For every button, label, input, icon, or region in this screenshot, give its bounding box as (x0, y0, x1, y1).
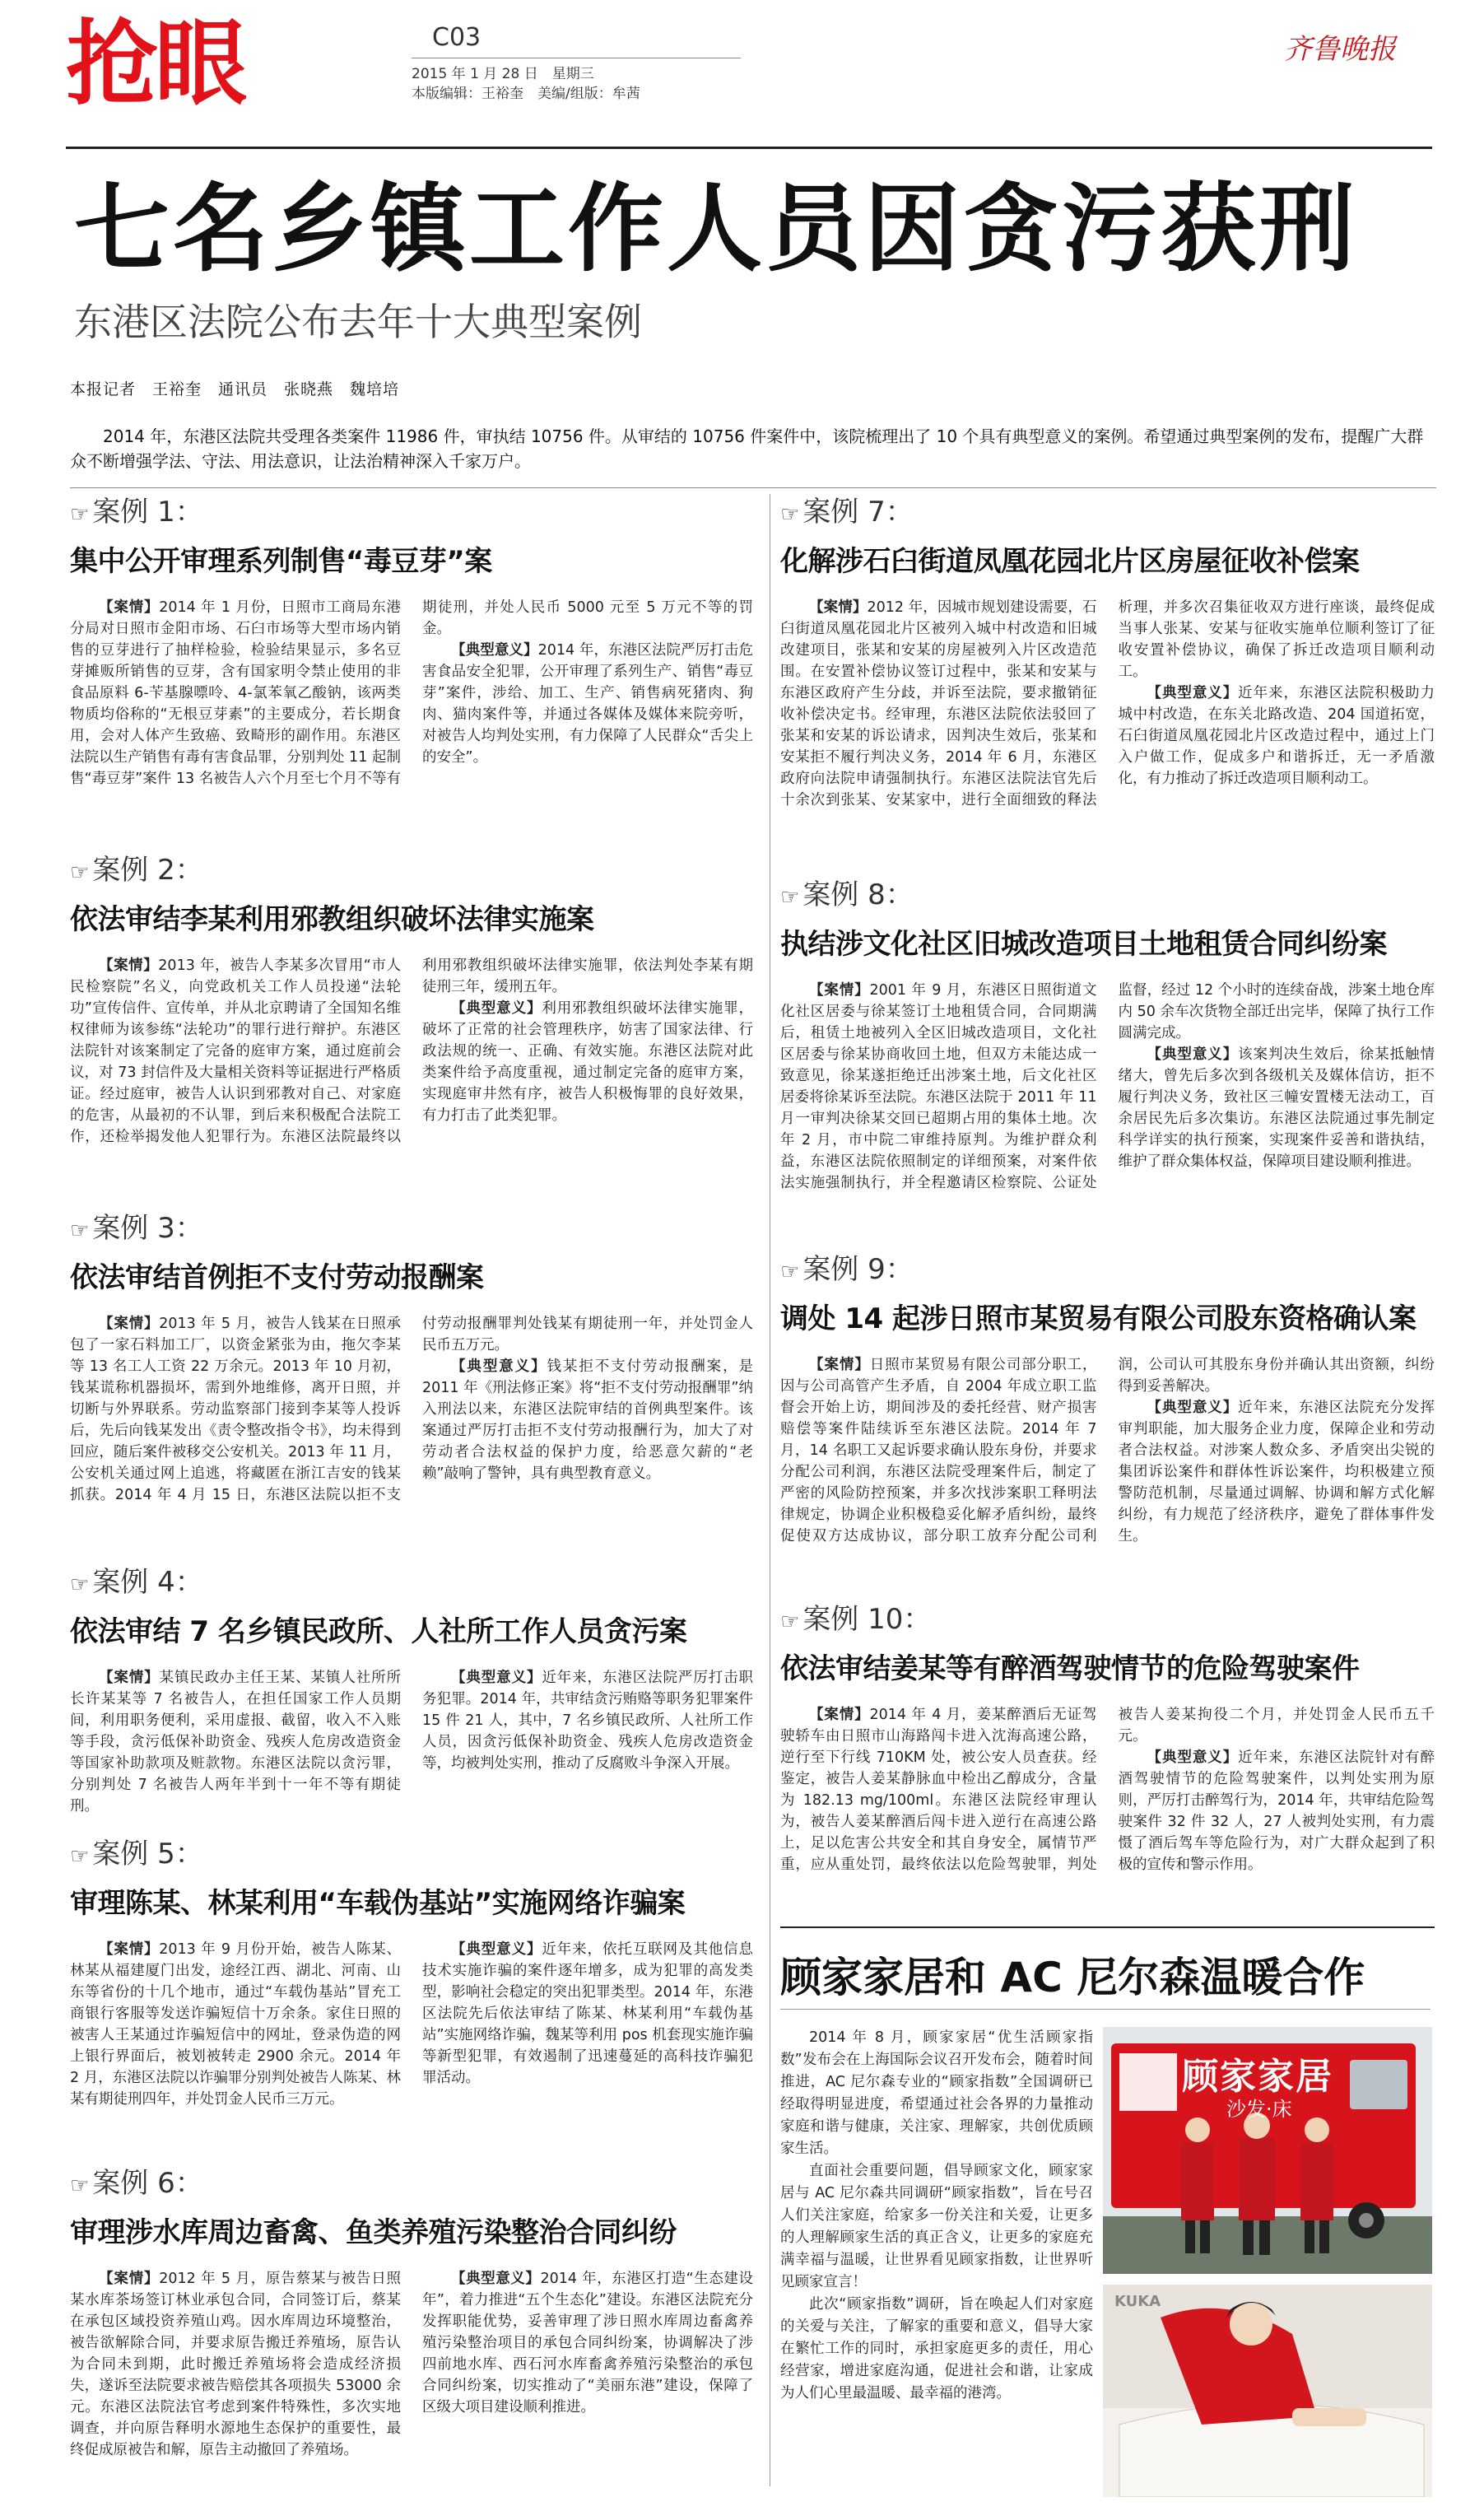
case-label: 案例 5： (92, 1838, 203, 1870)
case-title: 依法审结李某利用邪教组织破坏法律实施案 (70, 903, 594, 936)
case-body (70, 1667, 753, 1817)
pointing-hand-icon: ☞ (70, 502, 90, 527)
case-body (70, 955, 753, 1148)
subheadline: 东港区法院公布去年十大典型案例 (74, 300, 642, 344)
case-5 (70, 1836, 753, 2110)
case-facts: 2013 年 9 月份开始，被告人陈某、林某从福建厦门出发，途经江西、湖北、河南、山东等省份的十几个地市，通过“车载伪基站”冒充工商银行客服等发送诈骗短信十万余条。家住日照的被害人王某通过诈骗短信中的网址，登录伪造的网上银行界面后，被划被转走 2900 余元。2014 年 2 月，东港区法院以诈骗罪分别判处被告人陈某、林某有期徒刑四年，并处罚金人民币三万元。 (70, 1941, 402, 2108)
meaning-tag: 【典型意义】 (451, 642, 538, 659)
case-meaning: 钱某拒不支付劳动报酬案，是 2011 年《刑法修正案》将“拒不支付劳动报酬罪”纳入刑法以来，东港区法院审结的首例典型案件。该案通过严厉打击拒不支付劳动报酬行为，加大了对劳动者合法权益的保护力度，给恶意欠薪的“老赖”敲响了警钟，具有典型教育意义。 (422, 1358, 753, 1482)
newspaper-logo: 齐鲁晚报 (1284, 33, 1396, 66)
page-editors: 本版编辑：王裕奎 美编/组版：牟茜 (412, 86, 640, 102)
ad-paragraph: 直面社会重要问题，倡导顾家文化，顾家家居与 AC 尼尔森共同调研“顾家指数”，旨在号召人们关注家庭，给家多一份关注和关爱，让更多的人理解顾家生活的真正含义，让更多的家庭充满幸福与温暖，让世界看见顾家指数，让世界听见顾家宣言！ (780, 2163, 1093, 2290)
ad-paragraph: 此次“顾家指数”调研，旨在唤起人们对家庭的关爱与关注，了解家的重要和意义，倡导大家在繁忙工作的同时，承担家庭更多的责任，用心经营家，增进家庭沟通，促进社会和谐，让家成为人们心里最温暖、最幸福的港湾。 (780, 2296, 1093, 2402)
case-label: 案例 6： (92, 2167, 203, 2200)
ad-photo-truck (1103, 2027, 1432, 2274)
pointing-hand-icon: ☞ (780, 1610, 800, 1634)
case-body (70, 2268, 753, 2461)
case-label: 案例 3： (92, 1212, 203, 1245)
ad-photo-caption: KUKA (1114, 2293, 1161, 2310)
sofa-illustration (1103, 2285, 1432, 2497)
case-title: 调处 14 起涉日照市某贸易有限公司股东资格确认案 (780, 1302, 1417, 1335)
case-8 (780, 877, 1435, 1194)
case-facts: 某镇民政办主任王某、某镇人社所所长许某某等 7 名被告人，在担任国家工作人员期间，利用职务便利，采用虚报、截留，收入不入账等手段，贪污低保补助资金、残疾人危房改造资金等国家补助款项及赃款物。东港区法院以贪污罪，分别判处 7 名被告人两年半到十一年不等有期徒刑。 (70, 1670, 402, 1815)
case-facts: 日照市某贸易有限公司部分职工，因与公司高管产生矛盾，自 2004 年成立职工监督会开始上访，期间涉及的委托经营、财产损害赔偿等案件陆续诉至东港区法院。2014 年 7 月，14 名职工又起诉要求确认股东身份，并要求分配公司利润，东港区法院受理案件后，制定了严密的风险防控预案，并多次找涉案职工释明法律规定，协调企业积极稳妥化解矛盾纠纷，最终促使双方达成协议，部分职工放弃分配公司利润，公司认可其股东身份并确认其出资额，纠纷得到妥善解决。 (780, 1357, 1435, 1544)
case-title: 依法审结首例拒不支付劳动报酬案 (70, 1261, 484, 1294)
meaning-tag: 【典型意义】 (1147, 685, 1239, 701)
case-4 (70, 1564, 753, 1817)
issue-date: 2015 年 1 月 28 日 星期三 (412, 66, 594, 82)
case-meaning: 近年来，东港区法院针对有醉酒驾驶情节的危险驾驶案件，以判处实刑为原则，严厉打击醉驾行为，2014 年，共审结危险驾驶案件 32 件 32 人，27 人被判处实刑，有力震慑了酒后驾车等危险行为，对广大群众起到了积极的宣传和警示作用。 (1118, 1749, 1435, 1873)
case-label: 案例 8： (802, 878, 914, 911)
case-label: 案例 9： (802, 1253, 914, 1286)
facts-tag: 【案情】 (99, 2271, 160, 2287)
case-body (70, 597, 753, 790)
case-label: 案例 4： (92, 1566, 203, 1599)
meaning-tag: 【典型意义】 (1147, 1749, 1239, 1766)
pointing-hand-icon: ☞ (780, 885, 800, 910)
facts-tag: 【案情】 (99, 599, 160, 616)
pointing-hand-icon: ☞ (780, 502, 800, 527)
pointing-hand-icon: ☞ (70, 2173, 90, 2198)
byline: 本报记者 王裕奎 通讯员 张晓燕 魏培培 (70, 380, 400, 398)
case-title: 集中公开审理系列制售“毒豆芽”案 (70, 545, 492, 578)
facts-tag: 【案情】 (809, 982, 870, 999)
case-meaning: 近年来，东港区法院充分发挥审判职能，加大服务企业力度，保障企业和劳动者合法权益。对涉案人数众多、矛盾突出尖锐的集团诉讼案件和群体性诉讼案件，均积极建立预警防范机制，尽量通过调解、协调和解方式化解纠纷，有力规范了经济秩序，避免了群体事件发生。 (1118, 1400, 1435, 1544)
lead-paragraph: 2014 年，东港区法院共受理各类案件 11986 件，审执结 10756 件。从审结的 10756 件案件中，该院梳理出了 10 个具有典型意义的案例。希望通过典型案例的发布，提醒广大群众不断增强学法、守法、用法意识，让法治精神深入千家万户。 (70, 426, 1424, 471)
case-10 (780, 1601, 1435, 1875)
ad-title: 顾家家居和 AC 尼尔森温暖合作 (780, 1954, 1365, 2001)
case-meaning: 近年来，东港区法院严厉打击职务犯罪。2014 年，共审结贪污贿赂等职务犯罪案件 15 件 21 人，其中，7 名乡镇民政所、人社所工作人员，因贪污低保补助资金、残疾人危房改造资金等，均被判处实刑，推动了反腐败斗争深入开展。 (422, 1670, 754, 1772)
case-facts: 2014 年 4 月，姜某醉酒后无证驾驶轿车由日照市山海路闯卡进入沈海高速公路，逆行至下行线 710KM 处，被公安人员查获。经鉴定，被告人姜某静脉血中检出乙醇成分，含量为 182.13 mg/100ml。东港区法院经审理认为，被告人姜某醉酒后闯卡进入逆行在高速公路上，足以危害公共安全和其自身安全，属情节严重，应从重处罚，最终依法以危险驾驶罪，判处被告人姜某拘役二个月，并处罚金人民币五千元。 (780, 1707, 1435, 1873)
ad-photo-sign: 顾家家居 (1182, 2056, 1333, 2098)
case-3 (70, 1210, 753, 1506)
facts-tag: 【案情】 (99, 1941, 160, 1958)
case-facts: 2014 年 1 月份，日照市工商局东港分局对日照市金阳市场、石臼市场等大型市场内销售的豆芽进行了抽样检验，检验结果显示，多名豆芽摊贩所销售的豆芽，含有国家明令禁止使用的非食品原料 6-苄基腺嘌呤、4-氯苯氧乙酸钠，该两类物质均俗称的“无根豆芽素”的主要成分，若长期食用，会对人体产生致癌、致畸形的副作用。东港区法院以生产销售有毒有害食品罪，分别判处 11 起制售“毒豆芽”案件 13 名被告人六个月至七个月不等有期徒刑，并处人民币 5000 元至 5 万元不等的罚金。 (70, 599, 753, 787)
facts-tag: 【案情】 (809, 1707, 870, 1723)
meaning-tag: 【典型意义】 (1147, 1400, 1239, 1416)
facts-tag: 【案情】 (99, 1316, 160, 1332)
meaning-tag: 【典型意义】 (451, 1670, 542, 1686)
ad-photo-sign-sub: 沙发·床 (1226, 2098, 1292, 2121)
case-meaning: 2014 年，东港区打造“生态建设年”，着力推进“五个生态化”建设。东港区法院充分发挥职能优势，妥善审理了涉日照水库周边畜禽养殖污染整治项目的承包合同纠纷案，协调解决了涉四前地水库、西石河水库畜禽养殖污染整治的承包合同纠纷案，切实推动了“美丽东港”建设，保障了区级大项目建设顺利推进。 (422, 2271, 754, 2415)
case-facts: 2013 年 5 月，被告人钱某在日照承包了一家石料加工厂，以资金紧张为由，拖欠李某等 13 名工人工资 22 万余元。2013 年 10 月初，钱某谎称机器损坏，需到外地维修，离开日照，并切断与外界联系。劳动监察部门接到李某等人投诉后，先后向钱某发出《责令整改指令书》，均未得到回应，随后案件被移交公安机关。2013 年 11 月，公安机关通过网上追逃，将藏匿在浙江吉安的钱某抓获。2014 年 4 月 15 日，东港区法院以拒不支付劳动报酬罪判处钱某有期徒刑一年，并处罚金人民币五万元。 (70, 1316, 753, 1503)
case-7 (780, 494, 1435, 811)
meaning-tag: 【典型意义】 (451, 1941, 542, 1958)
meaning-tag: 【典型意义】 (451, 1000, 542, 1017)
case-meaning: 利用邪教组织破坏法律实施罪，破坏了正常的社会管理秩序，妨害了国家法律、行政法规的统一、正确、有效实施。东港区法院对此类案件给予高度重视，通过制定完备的庭审方案，实现庭审井然有序，被告人积极悔罪的良好效果，有力打击了此类犯罪。 (422, 1000, 754, 1124)
case-meaning: 近年来，东港区法院积极助力城中村改造，在东关北路改造、204 国道拓宽，石臼街道凤凰花园北片区改造过程中，通过上门入户做工作，促成多户和谐拆迁，无一矛盾激化，有力推动了拆迁改造项目顺利动工。 (1118, 685, 1435, 787)
facts-tag: 【案情】 (809, 599, 868, 616)
case-label: 案例 1： (92, 496, 203, 529)
ad-body (780, 2027, 1093, 2405)
case-2 (70, 852, 753, 1148)
meaning-tag: 【典型意义】 (451, 2271, 541, 2287)
issue-meta (412, 64, 640, 104)
pointing-hand-icon: ☞ (780, 1260, 800, 1284)
facts-tag: 【案情】 (99, 957, 159, 974)
ad-top-rule (780, 1926, 1435, 1928)
case-body (70, 1313, 753, 1506)
lead-rule (70, 487, 1436, 488)
pointing-hand-icon: ☞ (70, 1572, 90, 1597)
case-facts: 2013 年，被告人李某多次冒用“市人民检察院”名义，向党政机关工作人员投递“法轮功”宣传信件、宣传单，并从北京聘请了全国知名维权律师为该参练“法轮功”的罪行进行辩护。东港区法院针对该案制定了完备的庭审方案，通过庭前会议，对 73 封信件及大量相关资料等证据进行严格质证。经过庭审，被告人认识到邪教对自己、对家庭的危害，从最初的不认罪，到后来积极配合法院工作，还检举揭发他人犯罪行为。东港区法院最终以利用邪教组织破坏法律实施罪，依法判处李某有期徒刑三年，缓刑五年。 (70, 957, 753, 1145)
ad-title-rule (780, 2009, 1431, 2010)
case-facts: 2012 年 5 月，原告蔡某与被告日照某水库茶场签订林业承包合同，合同签订后，蔡某在承包区域投资养殖山鸡。因水库周边环境整治，被告欲解除合同，并要求原告搬迁养殖场，原告认为合同未到期，此时搬迁养殖场将会造成经济损失，遂诉至法院要求被告赔偿其各项损失 53000 余元。东港区法院法官考虑到案件特殊性，多次实地调查，并向原告释明水源地生态保护的重要性，最终促成原被告和解，原告主动撤回了养殖场。 (70, 2271, 402, 2458)
pointing-hand-icon: ☞ (70, 860, 90, 885)
case-label: 案例 7： (802, 496, 914, 529)
case-label: 案例 10： (802, 1603, 932, 1636)
case-label: 案例 2： (92, 854, 203, 887)
case-body (780, 597, 1435, 811)
pointing-hand-icon: ☞ (70, 1218, 90, 1243)
case-title: 化解涉石臼街道凤凰花园北片区房屋征收补偿案 (780, 545, 1360, 578)
case-title: 执结涉文化社区旧城改造项目土地租赁合同纠纷案 (780, 928, 1387, 961)
facts-tag: 【案情】 (99, 1670, 160, 1686)
meaning-tag: 【典型意义】 (451, 1358, 547, 1375)
case-meaning: 2014 年，东港区法院严厉打击危害食品安全犯罪，公开审理了系列生产、销售“毒豆芽”案件，涉给、加工、生产、销售病死猪肉、狗肉、猫肉案件等，并通过各媒体及媒体来院旁听，对被告人均判处实刑，有力保障了人民群众“舌尖上的安全”。 (422, 642, 753, 766)
header-rule (66, 147, 1432, 149)
case-body (780, 1354, 1435, 1547)
section-masthead: 抢眼 (66, 11, 244, 118)
case-6 (70, 2165, 753, 2461)
case-body (780, 980, 1435, 1194)
ad-paragraph: 2014 年 8 月，顾家家居“优生活顾家指数”发布会在上海国际会议召开发布会，随着时间推进，AC 尼尔森专业的“顾家指数”全国调研已经取得明显进度，希望通过社会各界的力量推动家庭和谐与健康，关注家、理解家，共创优质顾家生活。 (780, 2029, 1093, 2157)
headline: 七名乡镇工作人员因贪污获刑 (74, 174, 1358, 285)
case-facts: 2012 年，因城市规划建设需要，石臼街道凤凰花园北片区被列入城中村改造和旧城改建项目，张某和安某的房屋被列入片区改造范围。在安置补偿协议签订过程中，张某和安某与东港区政府产生分歧，并诉至法院，要求撤销征收补偿决定书。经审理，东港区法院依法驳回了张某和安某的诉讼请求，因判决生效后，张某和安某拒不履行判决义务，2014 年 6 月，东港区政府向法院申请强制执行。东港区法院法官先后十余次到张某、安某家中，进行全面细致的释法析理，并多次召集征收双方进行座谈，最终促成当事人张某、安某与征收实施单位顺利签订了征收安置补偿协议，确保了拆迁改造项目顺利动工。 (780, 599, 1435, 808)
case-facts: 2001 年 9 月，东港区日照街道文化社区居委与徐某签订土地租赁合同，合同期满后，租赁土地被列入全区旧城改造项目，文化社区居委与徐某协商收回土地，但双方未能达成一致意见，徐某遂拒绝迁出涉案土地，后文化社区居委将徐某诉至法院。东港区法院于 2011 年 11 月一审判决徐某交回已超期占用的集体土地。次年 2 月，市中院二审维持原判。为维护群众利益，东港区法院依照制定的详细预案，对案件依法实施强制执行，并全程邀请区检察院、公证处监督，经过 12 个小时的连续奋战，涉案土地仓库内 50 余车次货物全部迁出完毕，保障了执行工作圆满完成。 (780, 982, 1435, 1191)
case-body (780, 1704, 1435, 1875)
case-1 (70, 494, 753, 790)
case-body (70, 1939, 753, 2110)
case-title: 审理陈某、林某利用“车载伪基站”实施网络诈骗案 (70, 1887, 686, 1920)
meaning-tag: 【典型意义】 (1147, 1046, 1239, 1063)
case-title: 依法审结姜某等有醉酒驾驶情节的危险驾驶案件 (780, 1652, 1360, 1685)
case-meaning: 近年来，依托互联网及其他信息技术实施诈骗的案件逐年增多，成为犯罪的高发类型，影响社会稳定的突出犯罪类型。2014 年，东港区法院先后依法审结了陈某、林某利用“车载伪基站”实施网络诈骗，魏某等利用 pos 机套现实施诈骗等新型犯罪，有效遏制了迅速蔓延的高科技诈骗犯罪活动。 (422, 1941, 754, 2086)
case-title: 审理涉水库周边畜禽、鱼类养殖污染整治合同纠纷 (70, 2216, 677, 2249)
pointing-hand-icon: ☞ (70, 1844, 90, 1869)
case-9 (780, 1251, 1435, 1547)
page-number: C03 (432, 23, 481, 52)
facts-tag: 【案情】 (809, 1357, 870, 1373)
case-title: 依法审结 7 名乡镇民政所、人社所工作人员贪污案 (70, 1615, 687, 1648)
case-meaning: 该案判决生效后，徐某抵触情绪大，曾先后多次到各级机关及媒体信访，拒不履行判决义务，致社区三幢安置楼无法动工，百余居民先后多次集访。东港区法院通过事先制定科学详实的执行预案，实现案件妥善和谐执结，维护了群众集体权益，保障项目建设顺利推进。 (1118, 1046, 1435, 1170)
ad-photo-sofa (1103, 2285, 1432, 2497)
